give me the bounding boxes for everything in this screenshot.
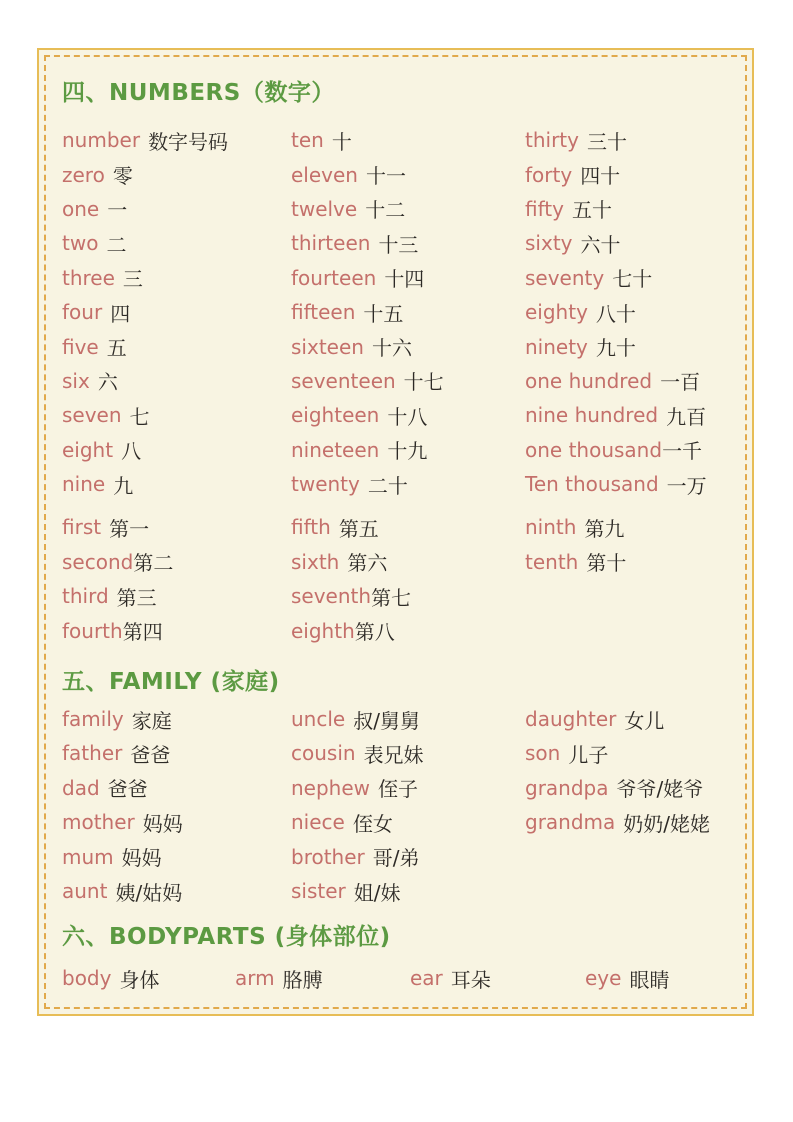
english-word: aunt — [62, 879, 108, 903]
english-word: mother — [62, 810, 135, 835]
english-word: thirteen — [291, 231, 371, 256]
chinese-translation: 九 — [113, 473, 134, 498]
english-word: Ten thousand — [525, 472, 659, 497]
vocab-entry — [62, 510, 291, 544]
english-word: twelve — [291, 196, 358, 221]
vocab-entry — [291, 226, 525, 260]
english-word: father — [62, 741, 123, 766]
vocab-entry — [291, 192, 525, 226]
vocab-entry — [291, 329, 525, 363]
english-word: zero — [62, 162, 105, 187]
english-word: first — [62, 515, 102, 540]
vocab-entry — [235, 961, 410, 995]
vocab-entry — [291, 839, 525, 873]
chinese-translation: 妈妈 — [142, 811, 183, 836]
vocab-entry — [525, 771, 733, 805]
chinese-translation: 一 — [107, 198, 128, 223]
chinese-translation: 七十 — [612, 267, 653, 292]
english-word: fourteen — [291, 265, 377, 290]
vocab-entry — [291, 467, 525, 501]
chinese-translation: 妈妈 — [121, 846, 162, 871]
english-word: sixteen — [291, 334, 364, 359]
vocab-entry — [291, 736, 525, 770]
chinese-translation: 三十 — [586, 129, 627, 154]
english-word: twenty — [291, 472, 360, 497]
english-word: sixth — [291, 549, 340, 574]
chinese-translation: 女儿 — [624, 708, 665, 733]
vocab-column — [62, 510, 291, 648]
bodyparts-section-title: 六、BODYPARTS (身体部位) — [62, 924, 391, 951]
english-word: one — [62, 196, 100, 221]
english-word: son — [525, 741, 561, 766]
section-family — [62, 664, 733, 908]
vocab-entry — [525, 157, 733, 191]
english-word: seven — [62, 403, 122, 428]
english-word: third — [62, 584, 109, 609]
english-word: uncle — [291, 707, 346, 732]
english-word: ten — [291, 128, 324, 153]
chinese-translation: 三 — [122, 267, 143, 292]
english-word: arm — [235, 966, 275, 991]
chinese-translation: 第八 — [354, 620, 395, 645]
vocab-entry — [291, 364, 525, 398]
vocab-entry — [291, 398, 525, 432]
chinese-translation: 十八 — [387, 404, 428, 429]
english-word: sister — [291, 879, 346, 903]
vocab-entry — [62, 545, 291, 579]
chinese-translation: 十一 — [365, 164, 406, 189]
chinese-translation: 儿子 — [568, 742, 609, 767]
vocab-entry — [410, 961, 585, 995]
chinese-translation: 表兄妹 — [363, 742, 424, 767]
vocab-entry — [291, 295, 525, 329]
vocab-entry — [525, 364, 733, 398]
vocab-entry — [291, 805, 525, 839]
ordinal-numbers-grid — [62, 510, 733, 648]
chinese-translation: 第十 — [586, 551, 627, 576]
vocab-column — [62, 702, 291, 908]
vocab-column — [291, 123, 525, 501]
vocab-column — [291, 702, 525, 908]
chinese-translation: 爷爷/姥爷 — [616, 777, 704, 802]
vocab-entry — [62, 295, 291, 329]
family-section-title: 五、FAMILY (家庭) — [62, 668, 280, 695]
chinese-translation: 一万 — [666, 473, 707, 498]
vocab-entry — [62, 433, 291, 467]
chinese-translation: 家庭 — [131, 708, 172, 733]
chinese-translation: 耳朵 — [450, 967, 491, 992]
english-word: seventeen — [291, 368, 396, 393]
chinese-translation: 数字号码 — [148, 129, 229, 154]
cardinal-numbers-grid — [62, 123, 733, 501]
chinese-translation: 二十 — [367, 473, 408, 498]
english-word: family — [62, 707, 124, 732]
english-word: seventy — [525, 265, 605, 290]
vocab-entry — [62, 771, 291, 805]
chinese-translation: 侄子 — [378, 777, 419, 802]
english-word: number — [62, 128, 141, 153]
vocab-column — [291, 510, 525, 648]
vocab-entry — [291, 579, 525, 613]
english-word: mum — [62, 844, 114, 869]
chinese-translation: 第九 — [584, 516, 625, 541]
english-word: thirty — [525, 128, 579, 153]
english-word: one hundred — [525, 368, 653, 393]
chinese-translation: 第六 — [347, 551, 388, 576]
english-word: nephew — [291, 775, 371, 800]
english-word: one thousand — [525, 437, 663, 462]
chinese-translation: 身体 — [119, 967, 160, 992]
chinese-translation: 侄女 — [352, 811, 393, 836]
chinese-translation: 十四 — [384, 267, 425, 292]
english-word: six — [62, 368, 90, 393]
english-word: second — [62, 549, 134, 574]
vocab-entry — [62, 398, 291, 432]
chinese-translation: 爸爸 — [107, 777, 148, 802]
chinese-translation: 姨/姑妈 — [115, 880, 183, 905]
chinese-translation: 一百 — [660, 370, 701, 395]
vocab-entry — [291, 433, 525, 467]
vocab-entry — [62, 874, 291, 908]
chinese-translation: 十九 — [387, 439, 428, 464]
chinese-translation: 六十 — [580, 232, 621, 257]
vocab-entry — [525, 398, 733, 432]
chinese-translation: 八十 — [595, 301, 636, 326]
vocab-entry — [62, 192, 291, 226]
chinese-translation: 一千 — [662, 439, 703, 464]
vocab-entry — [62, 123, 291, 157]
english-word: five — [62, 334, 99, 359]
english-word: cousin — [291, 741, 356, 766]
vocab-entry — [62, 226, 291, 260]
english-word: body — [62, 966, 112, 991]
chinese-translation: 第四 — [122, 620, 163, 645]
vocab-entry — [525, 510, 733, 544]
english-word: tenth — [525, 549, 579, 574]
english-word: ear — [410, 966, 443, 991]
vocab-entry — [62, 261, 291, 295]
chinese-translation: 二 — [106, 232, 127, 257]
chinese-translation: 十 — [331, 129, 352, 154]
english-word: fifth — [291, 515, 331, 540]
vocab-entry — [525, 805, 733, 839]
chinese-translation: 眼睛 — [629, 967, 670, 992]
chinese-translation: 零 — [112, 164, 133, 189]
chinese-translation: 八 — [121, 439, 142, 464]
vocab-entry — [62, 805, 291, 839]
vocab-entry — [62, 157, 291, 191]
chinese-translation: 四十 — [580, 164, 621, 189]
chinese-translation: 十五 — [363, 301, 404, 326]
english-word: dad — [62, 775, 100, 800]
chinese-translation: 四 — [110, 301, 131, 326]
english-word: two — [62, 231, 99, 256]
chinese-translation: 叔/舅舅 — [353, 708, 420, 733]
english-word: fifteen — [291, 300, 356, 325]
english-word: seventh — [291, 584, 372, 609]
vocab-entry — [62, 579, 291, 613]
vocab-entry — [525, 467, 733, 501]
vocab-entry — [525, 192, 733, 226]
english-word: forty — [525, 162, 573, 187]
vocab-entry — [525, 329, 733, 363]
numbers-section-title: 四、NUMBERS（数字） — [62, 80, 335, 106]
english-word: grandpa — [525, 775, 609, 800]
english-word: eleven — [291, 162, 358, 187]
chinese-translation: 哥/弟 — [372, 846, 420, 871]
vocab-entry — [291, 613, 525, 647]
chinese-translation: 胳膊 — [282, 967, 323, 992]
vocab-entry — [62, 364, 291, 398]
vocab-entry — [291, 157, 525, 191]
vocab-column — [525, 510, 733, 579]
vocab-column — [410, 961, 585, 995]
english-word: three — [62, 265, 115, 290]
english-word: niece — [291, 810, 345, 835]
chinese-translation: 第五 — [338, 516, 379, 541]
english-word: daughter — [525, 707, 617, 732]
english-word: nineteen — [291, 437, 380, 462]
chinese-translation: 九十 — [595, 336, 636, 361]
vocab-entry — [62, 961, 235, 995]
vocab-column — [62, 961, 235, 995]
english-word: sixty — [525, 231, 573, 256]
chinese-translation: 第七 — [371, 585, 412, 610]
vocab-entry — [62, 839, 291, 873]
chinese-translation: 姐/妹 — [353, 880, 401, 905]
english-word: eighteen — [291, 403, 380, 428]
vocab-sheet-panel — [37, 48, 754, 1016]
chinese-translation: 五十 — [571, 198, 612, 223]
english-word: ninth — [525, 515, 577, 540]
english-word: eighth — [291, 618, 355, 643]
vocab-entry — [62, 467, 291, 501]
vocab-column — [235, 961, 410, 995]
english-word: brother — [291, 844, 365, 869]
chinese-translation: 第一 — [109, 516, 150, 541]
vocab-entry — [291, 874, 525, 908]
english-word: nine hundred — [525, 403, 659, 428]
vocab-column — [62, 123, 291, 501]
vocab-entry — [62, 736, 291, 770]
vocab-entry — [62, 329, 291, 363]
vocab-entry — [291, 545, 525, 579]
vocab-entry — [525, 261, 733, 295]
chinese-translation: 十二 — [365, 198, 406, 223]
dashed-border-frame — [44, 55, 747, 1009]
chinese-translation: 六 — [97, 370, 118, 395]
chinese-translation: 第三 — [116, 585, 157, 610]
section-numbers — [62, 75, 733, 648]
chinese-translation: 十七 — [403, 370, 444, 395]
vocab-column — [525, 123, 733, 501]
english-word: eighty — [525, 300, 588, 325]
chinese-translation: 十三 — [378, 232, 419, 257]
chinese-translation: 七 — [129, 404, 150, 429]
english-word: eight — [62, 437, 114, 462]
vocab-entry — [525, 226, 733, 260]
vocab-entry — [62, 613, 291, 647]
vocab-entry — [525, 123, 733, 157]
chinese-translation: 五 — [106, 336, 127, 361]
chinese-translation: 爸爸 — [130, 742, 171, 767]
english-word: grandma — [525, 810, 616, 835]
vocab-entry — [291, 261, 525, 295]
vocab-column — [525, 702, 733, 840]
body-parts-grid — [62, 961, 733, 995]
section-bodyparts — [62, 919, 733, 995]
vocab-entry — [525, 545, 733, 579]
chinese-translation: 十六 — [371, 336, 412, 361]
vocab-entry — [525, 702, 733, 736]
chinese-translation: 奶奶/姥姥 — [623, 811, 711, 836]
family-members-grid — [62, 702, 733, 908]
chinese-translation: 第二 — [133, 551, 174, 576]
vocab-entry — [525, 433, 733, 467]
vocab-entry — [62, 702, 291, 736]
english-word: nine — [62, 472, 106, 497]
english-word: four — [62, 300, 103, 325]
vocab-entry — [291, 510, 525, 544]
vocab-entry — [291, 123, 525, 157]
vocab-entry — [291, 771, 525, 805]
vocab-entry — [525, 295, 733, 329]
vocab-entry — [585, 961, 733, 995]
english-word: eye — [585, 966, 622, 991]
chinese-translation: 九百 — [666, 404, 707, 429]
vocab-column — [585, 961, 733, 995]
english-word: fifty — [525, 196, 564, 221]
vocab-entry — [291, 702, 525, 736]
vocab-entry — [525, 736, 733, 770]
english-word: fourth — [62, 618, 123, 643]
english-word: ninety — [525, 334, 588, 359]
